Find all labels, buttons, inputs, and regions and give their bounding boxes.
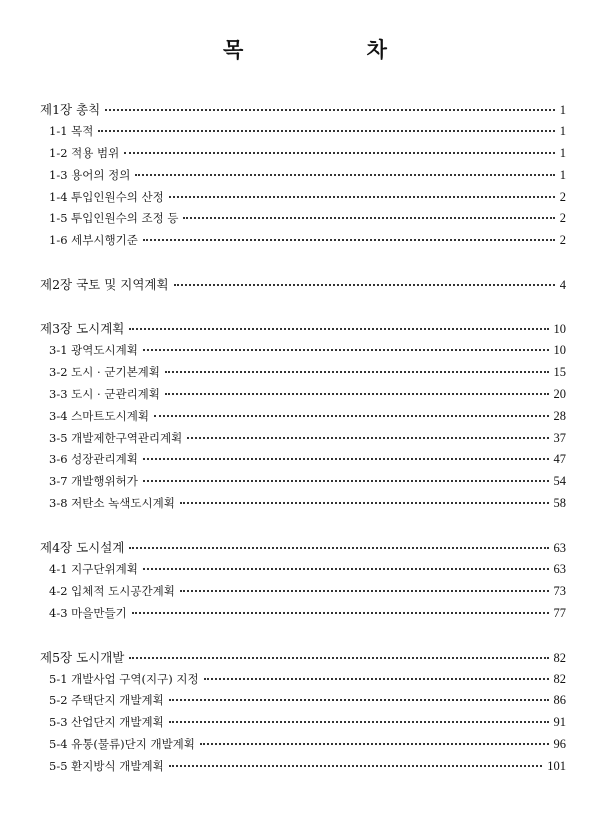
toc-entry-page-number: 1 — [559, 123, 566, 138]
toc-entry-label: 3-4 스마트도시계획 — [49, 408, 149, 423]
toc-entry-label: 1-5 투입인원수의 조정 등 — [49, 211, 179, 226]
toc-entry-label: 3-7 개발행위허가 — [49, 474, 138, 489]
toc-entry-page-number: 101 — [547, 759, 566, 774]
toc-entry-page-number: 96 — [553, 737, 566, 752]
toc-entry-page-number: 1 — [559, 167, 566, 182]
toc-section-entry[interactable] — [40, 603, 566, 625]
toc-entry-label: 3-6 성장관리계획 — [49, 452, 138, 467]
dot-leader — [169, 196, 555, 198]
table-of-contents — [40, 99, 566, 800]
toc-section-entry[interactable] — [40, 230, 566, 252]
toc-entry-page-number: 54 — [553, 474, 566, 489]
toc-section-entry[interactable] — [40, 493, 566, 515]
toc-entry-label: 5-2 주택단지 개발계획 — [49, 693, 164, 708]
toc-entry-label: 1-6 세부시행기준 — [49, 233, 138, 248]
toc-chapter — [40, 537, 566, 625]
toc-entry-label: 제3장 도시계획 — [40, 321, 125, 337]
toc-entry-page-number: 28 — [553, 408, 566, 423]
toc-entry-label: 3-3 도시 · 군관리계획 — [49, 386, 160, 401]
toc-section-entry[interactable] — [40, 712, 566, 734]
toc-entry-page-number: 47 — [553, 452, 566, 467]
dot-leader — [169, 765, 543, 767]
toc-section-entry[interactable] — [40, 581, 566, 603]
dot-leader — [132, 612, 549, 614]
dot-leader — [187, 437, 548, 439]
toc-entry-page-number: 1 — [559, 145, 566, 160]
toc-entry-page-number: 58 — [553, 496, 566, 511]
toc-section-entry[interactable] — [40, 756, 566, 778]
dot-leader — [143, 349, 549, 351]
dot-leader — [174, 284, 555, 286]
toc-entry-label: 4-1 지구단위계획 — [49, 562, 138, 577]
toc-section-entry[interactable] — [40, 428, 566, 450]
toc-entry-label: 1-4 투입인원수의 산정 — [49, 189, 164, 204]
toc-section-entry[interactable] — [40, 449, 566, 471]
toc-section-entry[interactable] — [40, 165, 566, 187]
toc-entry-page-number: 37 — [553, 430, 566, 445]
toc-entry-label: 4-3 마을만들기 — [49, 605, 127, 620]
toc-entry-label: 5-4 유통(물류)단지 개발계획 — [49, 737, 195, 752]
toc-entry-page-number: 91 — [553, 715, 566, 730]
toc-entry-label: 3-1 광역도시계획 — [49, 343, 138, 358]
toc-entry-page-number: 2 — [559, 211, 566, 226]
toc-entry-page-number: 77 — [553, 605, 566, 620]
dot-leader — [129, 328, 548, 330]
toc-entry-label: 제5장 도시개발 — [40, 649, 125, 665]
toc-entry-label: 제2장 국토 및 지역계획 — [40, 277, 169, 293]
toc-section-entry[interactable] — [40, 362, 566, 384]
dot-leader — [143, 480, 549, 482]
dot-leader — [165, 371, 549, 373]
page-title: 목 차 — [223, 37, 445, 62]
toc-section-entry[interactable] — [40, 143, 566, 165]
dot-leader — [105, 109, 555, 111]
toc-entry-label: 5-5 환지방식 개발계획 — [49, 759, 164, 774]
toc-entry-page-number: 2 — [559, 189, 566, 204]
dot-leader — [129, 547, 548, 549]
toc-entry-page-number: 10 — [553, 343, 566, 358]
toc-entry-page-number: 15 — [553, 364, 566, 379]
toc-entry-label: 1-2 적용 범위 — [49, 145, 120, 160]
toc-chapter-entry[interactable] — [40, 99, 566, 121]
dot-leader — [143, 239, 555, 241]
dot-leader — [169, 699, 549, 701]
toc-entry-label: 1-1 목적 — [49, 123, 94, 138]
toc-entry-page-number: 4 — [559, 278, 566, 293]
toc-chapter-entry[interactable] — [40, 647, 566, 669]
dot-leader — [98, 130, 554, 132]
dot-leader — [154, 415, 549, 417]
toc-entry-label: 3-2 도시 · 군기본계획 — [49, 364, 160, 379]
toc-section-entry[interactable] — [40, 208, 566, 230]
toc-section-entry[interactable] — [40, 121, 566, 143]
toc-entry-label: 5-1 개발사업 구역(지구) 지정 — [49, 671, 199, 686]
dot-leader — [135, 174, 554, 176]
toc-entry-page-number: 1 — [559, 103, 566, 117]
toc-entry-page-number: 82 — [553, 671, 566, 686]
toc-section-entry[interactable] — [40, 406, 566, 428]
toc-section-entry[interactable] — [40, 734, 566, 756]
toc-entry-label: 5-3 산업단지 개발계획 — [49, 715, 164, 730]
toc-section-entry[interactable] — [40, 559, 566, 581]
toc-entry-label: 제1장 총칙 — [40, 102, 101, 117]
dot-leader — [204, 678, 549, 680]
toc-chapter — [40, 318, 566, 515]
dot-leader — [143, 458, 549, 460]
toc-entry-page-number: 73 — [553, 583, 566, 598]
toc-section-entry[interactable] — [40, 384, 566, 406]
toc-chapter — [40, 647, 566, 778]
dot-leader — [183, 217, 554, 219]
toc-section-entry[interactable] — [40, 187, 566, 209]
toc-entry-label: 3-5 개발제한구역관리계획 — [49, 430, 183, 445]
dot-leader — [143, 568, 549, 570]
dot-leader — [165, 393, 549, 395]
dot-leader — [124, 152, 554, 154]
toc-entry-label: 1-3 용어의 정의 — [49, 167, 131, 182]
dot-leader — [129, 657, 548, 659]
toc-entry-label: 3-8 저탄소 녹색도시계획 — [49, 496, 175, 511]
toc-section-entry[interactable] — [40, 471, 566, 493]
toc-entry-page-number: 2 — [559, 233, 566, 248]
toc-entry-label: 4-2 입체적 도시공간계획 — [49, 583, 175, 598]
toc-entry-page-number: 10 — [553, 322, 566, 337]
toc-chapter-entry[interactable] — [40, 274, 566, 296]
toc-chapter-entry[interactable] — [40, 537, 566, 559]
toc-entry-page-number: 63 — [553, 541, 566, 556]
dot-leader — [200, 743, 549, 745]
toc-section-entry[interactable] — [40, 690, 566, 712]
toc-entry-page-number: 20 — [553, 386, 566, 401]
dot-leader — [180, 502, 549, 504]
toc-chapter — [40, 99, 566, 252]
toc-section-entry[interactable] — [40, 669, 566, 691]
toc-entry-page-number: 82 — [553, 650, 566, 665]
toc-entry-label: 제4장 도시설계 — [40, 540, 125, 556]
toc-entry-page-number: 63 — [553, 562, 566, 577]
toc-entry-page-number: 86 — [553, 693, 566, 708]
toc-chapter-entry[interactable] — [40, 318, 566, 340]
dot-leader — [180, 590, 549, 592]
toc-section-entry[interactable] — [40, 340, 566, 362]
toc-chapter — [40, 274, 566, 296]
dot-leader — [169, 721, 549, 723]
